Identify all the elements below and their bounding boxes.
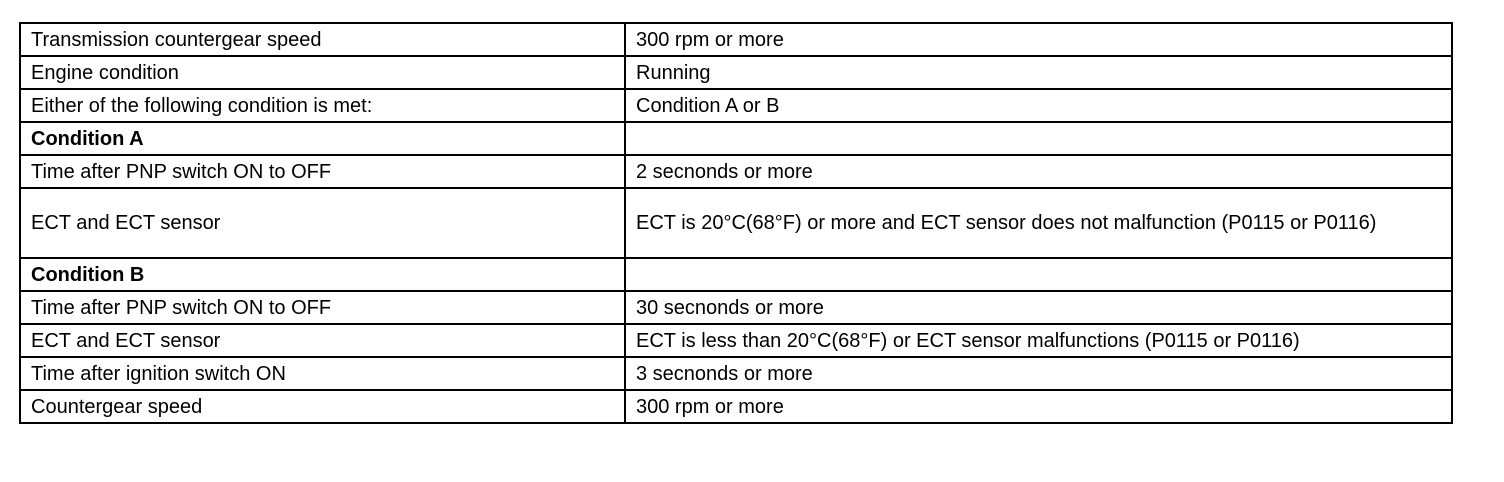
condition-value: ECT is less than 20°C(68°F) or ECT sensor malfunctions (P0115 or P0116) xyxy=(625,324,1452,357)
condition-label: ECT and ECT sensor xyxy=(20,188,625,258)
table-row-section-header xyxy=(20,258,1452,291)
condition-value: 3 secnonds or more xyxy=(625,357,1452,390)
condition-label: Time after PNP switch ON to OFF xyxy=(20,291,625,324)
table-row xyxy=(20,324,1452,357)
condition-label: Countergear speed xyxy=(20,390,625,423)
condition-value: 300 rpm or more xyxy=(625,390,1452,423)
condition-value: Running xyxy=(625,56,1452,89)
conditions-table xyxy=(19,22,1453,424)
table-row-section-header xyxy=(20,122,1452,155)
condition-label: Transmission countergear speed xyxy=(20,23,625,56)
condition-value: Condition A or B xyxy=(625,89,1452,122)
condition-value: ECT is 20°C(68°F) or more and ECT sensor does not malfunction (P0115 or P0116) xyxy=(625,188,1452,258)
table-row xyxy=(20,23,1452,56)
condition-label: Time after PNP switch ON to OFF xyxy=(20,155,625,188)
condition-label: Engine condition xyxy=(20,56,625,89)
condition-value: 300 rpm or more xyxy=(625,23,1452,56)
conditions-table-body xyxy=(20,23,1452,423)
table-row xyxy=(20,188,1452,258)
condition-value xyxy=(625,258,1452,291)
condition-value xyxy=(625,122,1452,155)
condition-label: Either of the following condition is met: xyxy=(20,89,625,122)
table-row xyxy=(20,155,1452,188)
table-row xyxy=(20,291,1452,324)
table-row xyxy=(20,56,1452,89)
condition-label: ECT and ECT sensor xyxy=(20,324,625,357)
table-row xyxy=(20,357,1452,390)
conditions-table-container xyxy=(19,22,1451,424)
table-row xyxy=(20,390,1452,423)
condition-value: 2 secnonds or more xyxy=(625,155,1452,188)
section-heading-condition-b: Condition B xyxy=(20,258,625,291)
section-heading-condition-a: Condition A xyxy=(20,122,625,155)
condition-value: 30 secnonds or more xyxy=(625,291,1452,324)
condition-label: Time after ignition switch ON xyxy=(20,357,625,390)
table-row xyxy=(20,89,1452,122)
